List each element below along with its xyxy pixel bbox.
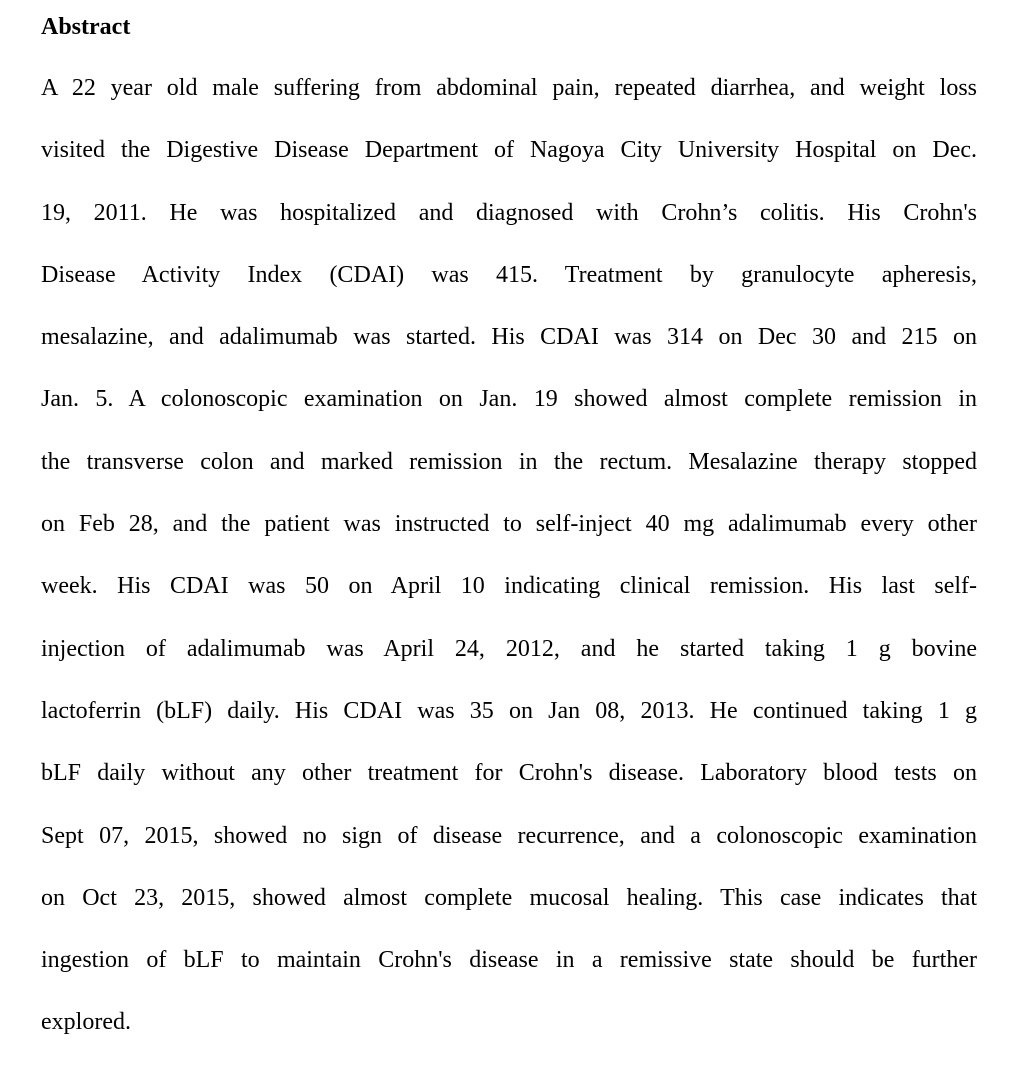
abstract-line: Sept 07, 2015, showed no sign of disease recurrence, and a colonoscopic examination <box>41 822 977 849</box>
abstract-line: visited the Digestive Disease Department of Nagoya City University Hospital on Dec. <box>41 137 977 164</box>
abstract-line: A 22 year old male suffering from abdominal pain, repeated diarrhea, and weight loss <box>41 75 977 101</box>
abstract-line: injection of adalimumab was April 24, 2012, and he started taking 1 g bovine <box>41 635 977 662</box>
abstract-line: on Feb 28, and the patient was instructed to self-inject 40 mg adalimumab every other <box>41 511 977 538</box>
abstract-line: Disease Activity Index (CDAI) was 415. Treatment by granulocyte apheresis, <box>41 261 977 288</box>
abstract-line: bLF daily without any other treatment for Crohn's disease. Laboratory blood tests on <box>41 760 977 787</box>
abstract-line: 19, 2011. He was hospitalized and diagnosed with Crohn’s colitis. His Crohn's <box>41 199 977 226</box>
abstract-line: ingestion of bLF to maintain Crohn's disease in a remissive state should be further <box>41 947 977 974</box>
abstract-line: on Oct 23, 2015, showed almost complete mucosal healing. This case indicates that <box>41 884 977 911</box>
abstract-body <box>41 57 977 1054</box>
abstract-line: mesalazine, and adalimumab was started. His CDAI was 314 on Dec 30 and 215 on <box>41 324 977 351</box>
abstract-line: week. His CDAI was 50 on April 10 indicating clinical remission. His last self- <box>41 573 977 600</box>
abstract-line: explored. <box>41 1009 131 1036</box>
abstract-line: the transverse colon and marked remission in the rectum. Mesalazine therapy stopped <box>41 448 977 475</box>
abstract-line: Jan. 5. A colonoscopic examination on Jan. 19 showed almost complete remission in <box>41 386 977 413</box>
abstract-heading: Abstract <box>41 14 131 40</box>
abstract-line: lactoferrin (bLF) daily. His CDAI was 35 on Jan 08, 2013. He continued taking 1 g <box>41 697 977 724</box>
